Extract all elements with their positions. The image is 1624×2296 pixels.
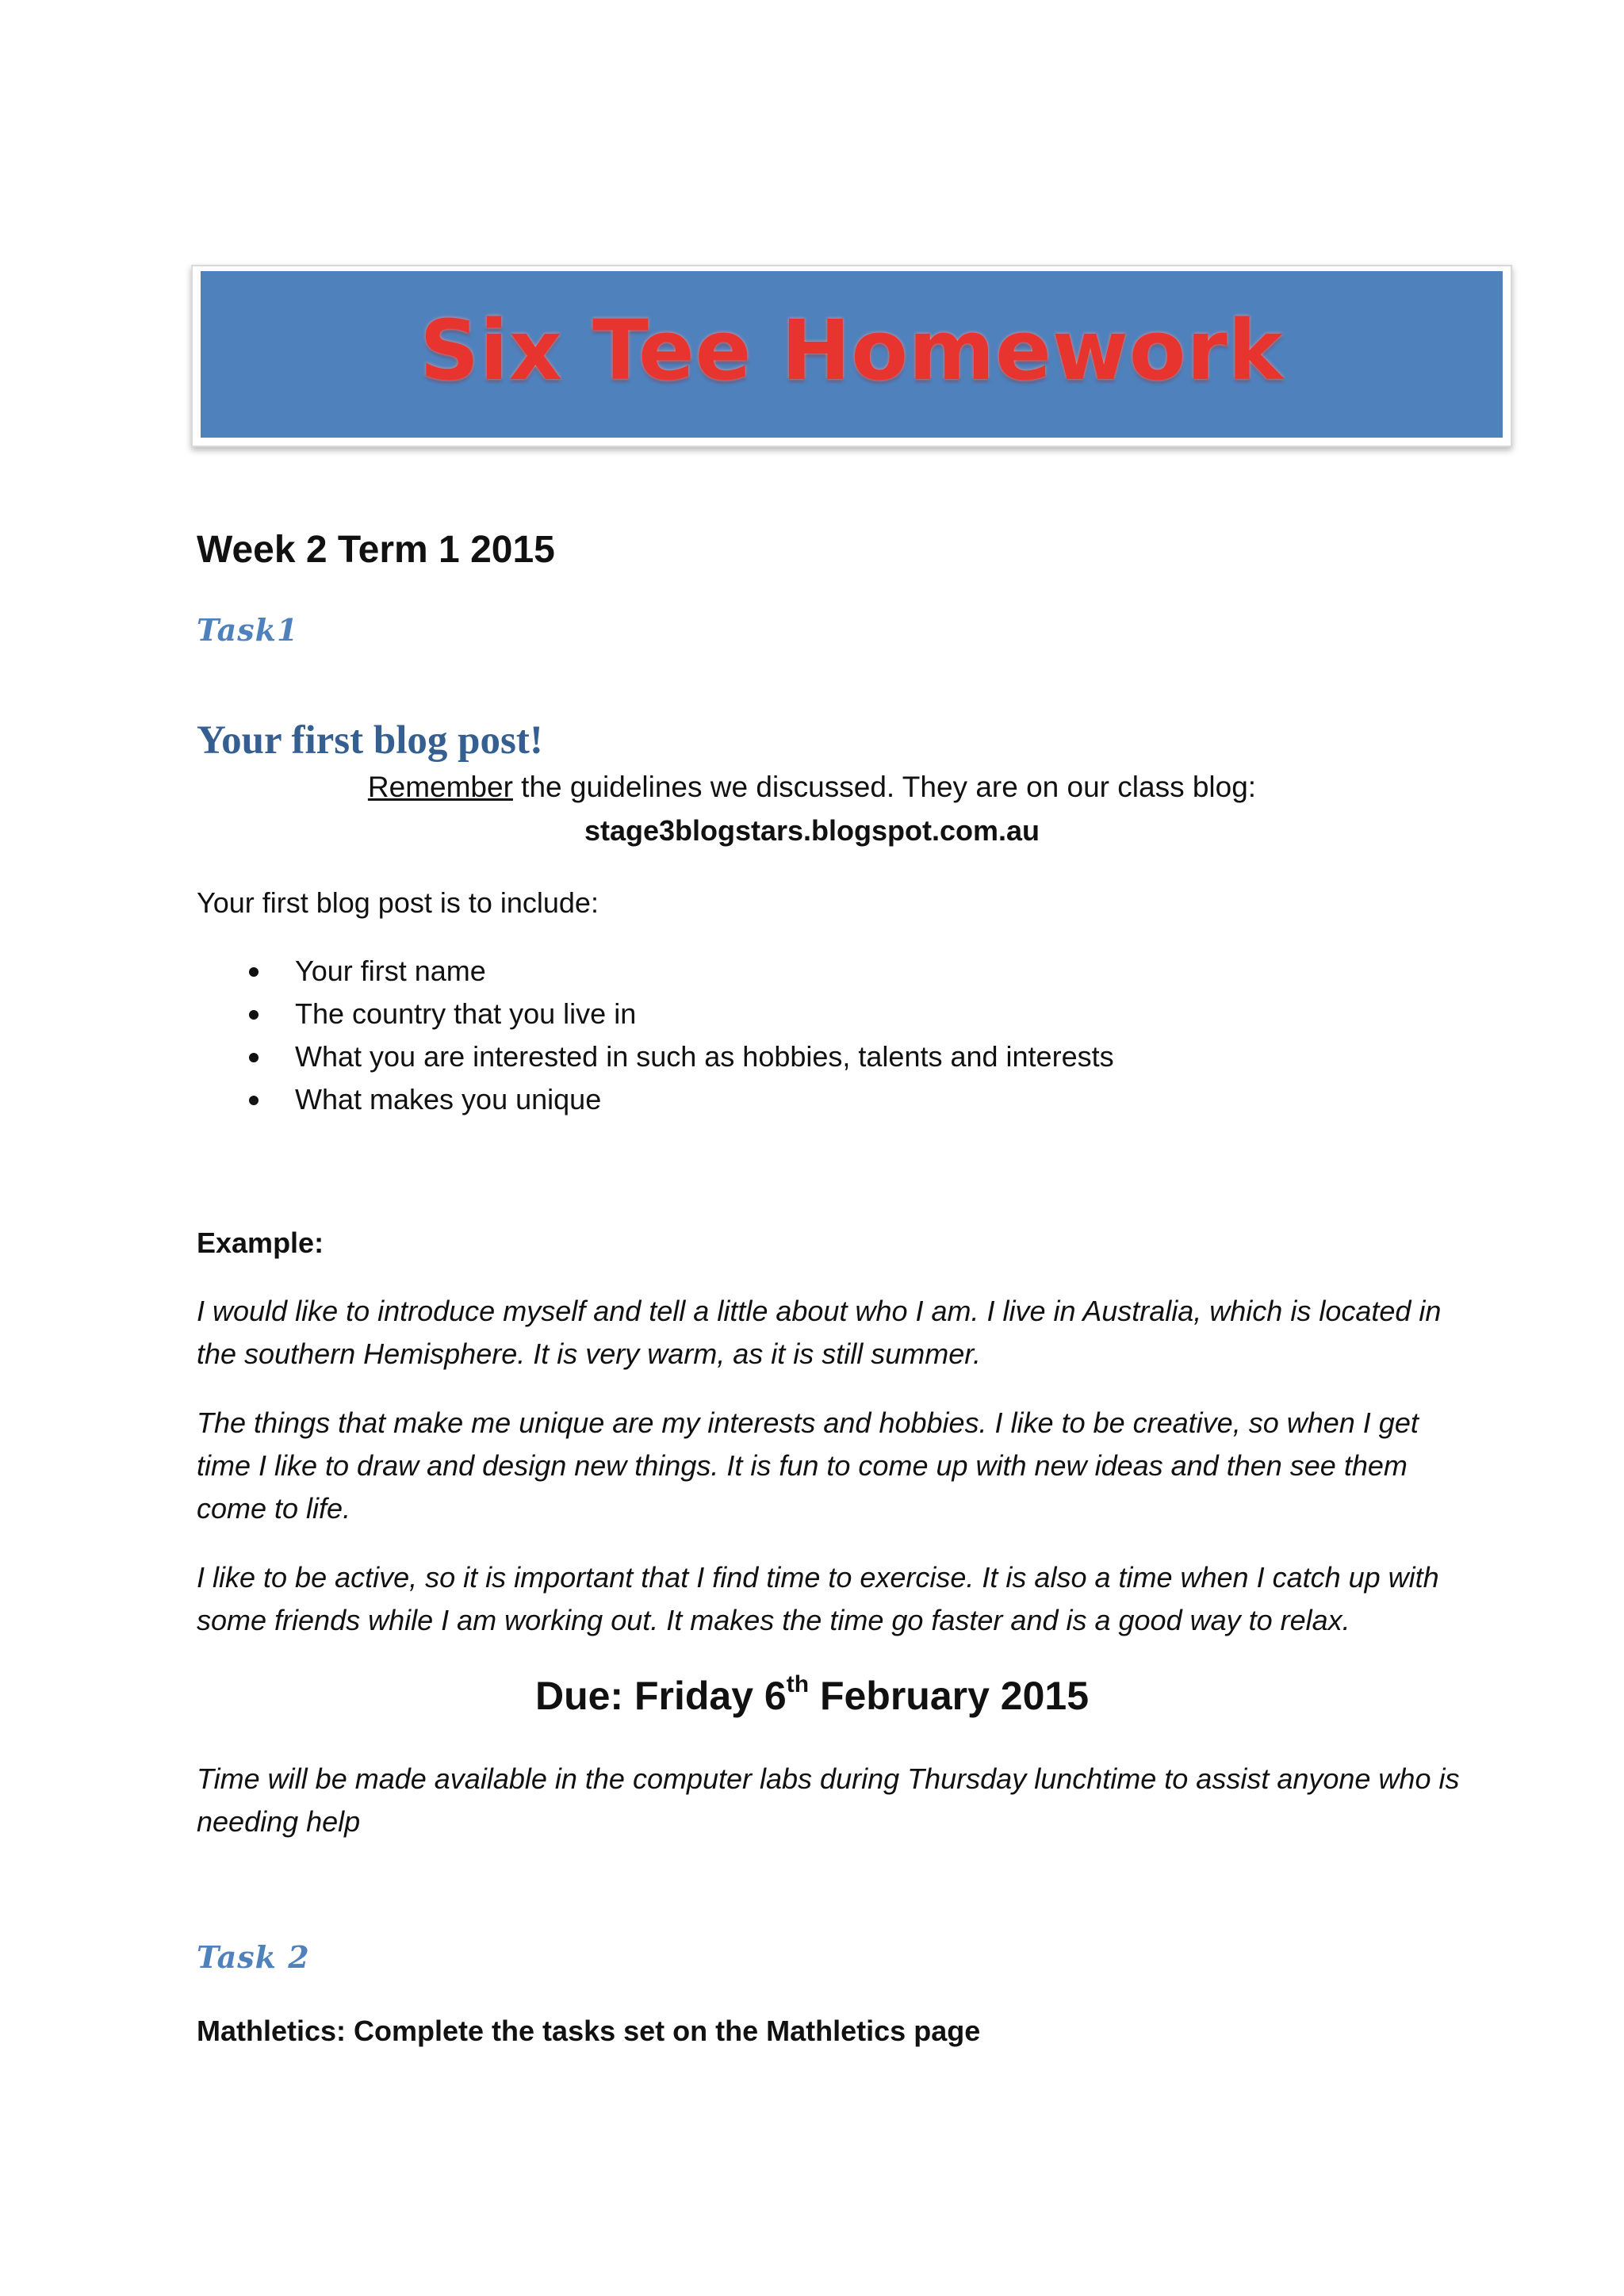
task2-label: Task 2 <box>197 1939 310 1975</box>
task2-instruction: Mathletics: Complete the tasks set on the Mathletics page <box>197 2015 981 2047</box>
banner-title: Six Tee Homework <box>419 302 1284 399</box>
banner-frame <box>191 265 1512 447</box>
help-note: Time will be made available in the computer labs during Thursday lunchtime to assist anyone who is needing help <box>197 1762 1460 1838</box>
due-date: Due: Friday 6th February 2015 <box>534 1671 1090 1718</box>
include-intro: Your first blog post is to include: <box>197 886 599 919</box>
example-paragraph-2: The things that make me unique are my interests and hobbies. I like to be creative, so when I get time I like to draw and design new things. It is fun to come up with new ideas and then see them come to life. <box>197 1406 1419 1525</box>
banner <box>201 271 1503 438</box>
week-heading: Week 2 Term 1 2015 <box>197 529 555 571</box>
bullet-dot <box>249 1010 259 1020</box>
example-label: Example: <box>197 1226 324 1259</box>
example-paragraph-1: I would like to introduce myself and tell a little about who I am. I live in Australia, which is located in the southern Hemisphere. It is very warm, as it is still summer. <box>197 1295 1442 1370</box>
include-list <box>197 950 1114 1121</box>
list-item: The country that you live in <box>197 993 1114 1035</box>
bullet-dot <box>249 1053 259 1062</box>
blog-post-title: Your first blog post! <box>197 718 543 763</box>
remember-line <box>0 771 1624 804</box>
example-paragraph-3: I like to be active, so it is important that I find time to exercise. It is also a time when I catch up with some friends while I am working out. It makes the time go faster and is a good way to relax. <box>197 1561 1439 1636</box>
task1-label: Task1 <box>197 612 299 648</box>
remember-word: Remember <box>367 771 513 803</box>
bullet-dot <box>249 1096 259 1105</box>
list-item: What makes you unique <box>197 1078 1114 1121</box>
remember-rest: the guidelines we discussed. They are on our class blog: <box>512 771 1257 803</box>
bullet-dot <box>249 967 259 977</box>
list-item: What you are interested in such as hobbies, talents and interests <box>197 1035 1114 1078</box>
blog-url: stage3blogstars.blogspot.com.au <box>584 814 1040 847</box>
list-item: Your first name <box>197 950 1114 993</box>
